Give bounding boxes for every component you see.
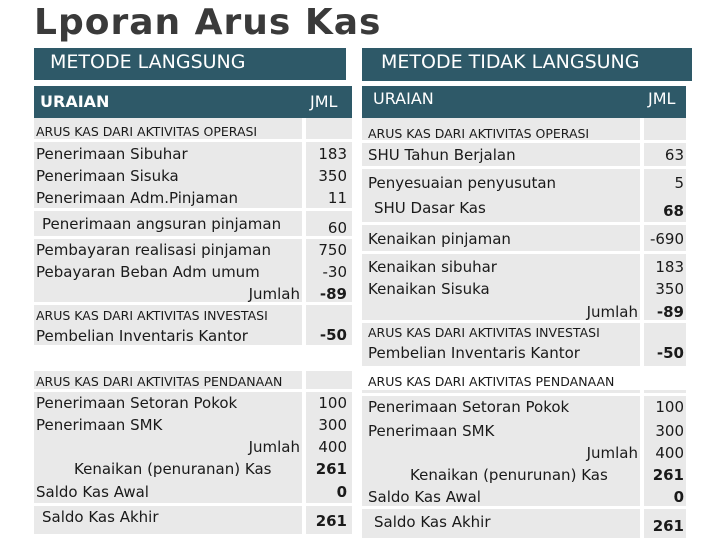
left-smk-label: Penerimaan SMK <box>36 416 163 434</box>
left-column-divider <box>302 118 306 534</box>
right-pembelian-label: Pembelian Inventaris Kantor <box>368 344 580 362</box>
left-row-label: Penerimaan Adm.Pinjaman <box>36 189 239 207</box>
left-saldo-awal-value: 0 <box>336 483 347 501</box>
right-kenaikan-pinjaman-value: -690 <box>649 230 684 248</box>
right-col-uraian-header: URAIAN <box>362 86 640 118</box>
left-row-value: 11 <box>327 189 347 207</box>
right-row-divider <box>362 506 686 509</box>
right-shu-dasar-label: SHU Dasar Kas <box>374 199 486 217</box>
right-row-divider <box>362 222 686 225</box>
left-saldo-akhir-label: Saldo Kas Akhir <box>42 508 159 526</box>
right-jumlah-operasi-value: -89 <box>656 303 684 321</box>
left-row-value: -30 <box>322 263 347 281</box>
right-investasi-header: ARUS KAS DARI AKTIVITAS INVESTASI <box>368 325 600 340</box>
left-row-divider <box>34 389 352 392</box>
right-setoran-label: Penerimaan Setoran Pokok <box>368 398 570 416</box>
right-shu-value: 63 <box>664 146 684 164</box>
left-kenaikan-value: 261 <box>315 460 347 478</box>
right-column-divider <box>640 118 644 538</box>
right-shu-label: SHU Tahun Berjalan <box>368 146 516 164</box>
left-kenaikan-label: Kenaikan (penuranan) Kas <box>74 460 272 478</box>
right-row-divider <box>362 251 686 254</box>
left-row-divider <box>34 503 352 506</box>
right-penyesuaian-value: 5 <box>674 174 684 192</box>
right-kenaikan-pinjaman-label: Kenaikan pinjaman <box>368 230 511 248</box>
right-row-divider <box>362 166 686 169</box>
right-kenaikan-sisuka-value: 350 <box>655 280 684 298</box>
left-row-divider <box>34 208 352 211</box>
right-setoran-value: 100 <box>655 398 684 416</box>
left-row-value: 183 <box>318 145 347 163</box>
page-title: Lporan Arus Kas <box>34 2 382 43</box>
left-pendanaan-header: ARUS KAS DARI AKTIVITAS PENDANAAN <box>36 374 283 389</box>
left-row-divider <box>34 236 352 239</box>
right-smk-label: Penerimaan SMK <box>368 422 495 440</box>
left-row-value: 750 <box>318 241 347 259</box>
left-setoran-value: 100 <box>318 394 347 412</box>
left-pembelian-label: Pembelian Inventaris Kantor <box>36 327 248 345</box>
right-penyesuaian-label: Penyesuaian penyusutan <box>368 174 557 192</box>
right-kenaikan-sisuka-label: Kenaikan Sisuka <box>368 280 490 298</box>
right-kenaikan-label: Kenaikan (penurunan) Kas <box>410 466 608 484</box>
left-setoran-label: Penerimaan Setoran Pokok <box>36 394 238 412</box>
right-shu-dasar-value: 68 <box>663 202 684 220</box>
left-row-divider <box>34 302 352 305</box>
left-saldo-akhir-value: 261 <box>315 512 347 530</box>
right-jumlah-pendanaan-value: 400 <box>655 444 684 462</box>
left-jumlah-operasi-value: -89 <box>319 285 347 303</box>
right-saldo-akhir-label: Saldo Kas Akhir <box>374 513 491 531</box>
right-saldo-awal-label: Saldo Kas Awal <box>368 488 481 506</box>
right-operasi-header: ARUS KAS DARI AKTIVITAS OPERASI <box>368 126 590 141</box>
right-jumlah-pendanaan-label: Jumlah <box>586 444 638 462</box>
left-row-label: Penerimaan Sisuka <box>36 167 179 185</box>
right-pendanaan-header: ARUS KAS DARI AKTIVITAS PENDANAAN <box>368 374 615 389</box>
left-jumlah-pendanaan-value: 400 <box>318 438 347 456</box>
left-jumlah-operasi-label: Jumlah <box>248 285 300 303</box>
left-jumlah-pendanaan-label: Jumlah <box>248 438 300 456</box>
left-row-label: Pebayaran Beban Adm umum <box>36 263 260 281</box>
right-kenaikan-sibuhar-label: Kenaikan sibuhar <box>368 258 497 276</box>
left-row-divider <box>34 345 352 371</box>
left-row-label: Penerimaan Sibuhar <box>36 145 188 163</box>
left-pembelian-value: -50 <box>319 326 347 344</box>
left-col-uraian-header: URAIAN <box>34 86 302 118</box>
left-col-jml-header: JML <box>302 86 352 118</box>
right-smk-value: 300 <box>655 422 684 440</box>
right-col-jml-header: JML <box>640 86 686 118</box>
right-pembelian-value: -50 <box>656 344 684 362</box>
left-operasi-header: ARUS KAS DARI AKTIVITAS OPERASI <box>36 124 258 139</box>
left-investasi-header: ARUS KAS DARI AKTIVITAS INVESTASI <box>36 308 268 323</box>
left-saldo-awal-label: Saldo Kas Awal <box>36 483 149 501</box>
left-row-label: Penerimaan angsuran pinjaman <box>42 215 282 233</box>
left-row-value: 350 <box>318 167 347 185</box>
left-row-value: 60 <box>327 219 347 237</box>
method-tidak-langsung-header: METODE TIDAK LANGSUNG <box>362 48 692 81</box>
left-row-label: Pembayaran realisasi pinjaman <box>36 241 271 259</box>
method-langsung-header: METODE LANGSUNG <box>34 48 346 80</box>
right-row-divider <box>362 393 686 396</box>
right-kenaikan-value: 261 <box>652 466 684 484</box>
right-jumlah-operasi-label: Jumlah <box>586 303 638 321</box>
right-kenaikan-sibuhar-value: 183 <box>655 258 684 276</box>
left-row-divider <box>34 139 352 142</box>
left-smk-value: 300 <box>318 416 347 434</box>
right-saldo-awal-value: 0 <box>673 488 684 506</box>
right-saldo-akhir-value: 261 <box>652 517 684 535</box>
